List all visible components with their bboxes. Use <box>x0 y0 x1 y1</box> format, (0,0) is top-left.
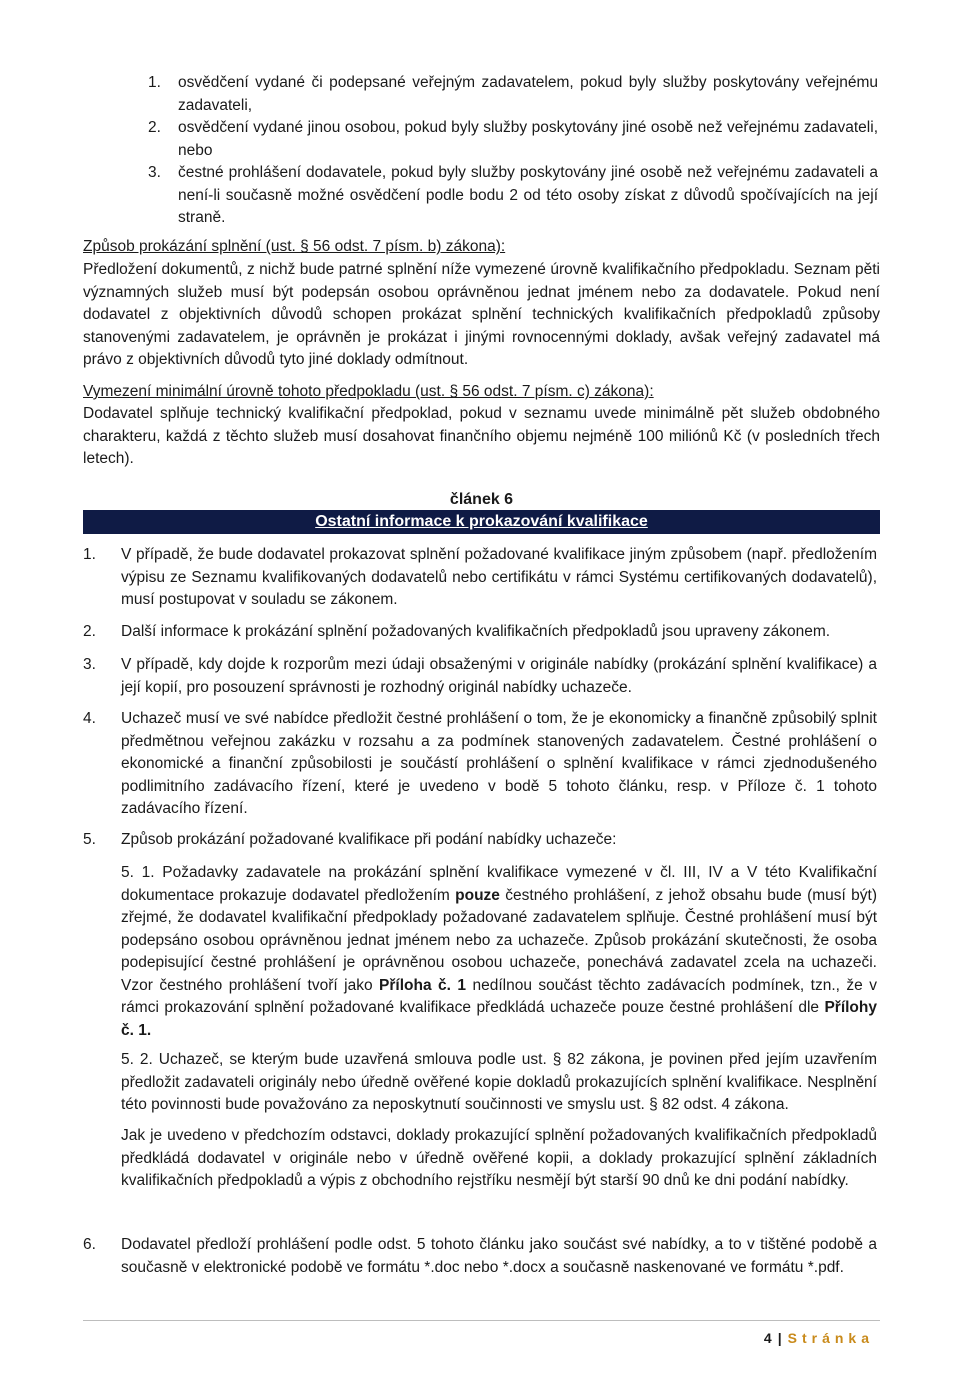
footer-separator: | <box>777 1330 782 1346</box>
item-number: 1. <box>83 546 96 563</box>
article-title: Ostatní informace k prokazování kvalifikace <box>315 513 648 530</box>
list-item-text: osvědčení vydané jinou osobou, pokud byly služby poskytovány jiné osobě než veřejnému zadavateli, nebo <box>178 119 878 159</box>
item-number: 3. <box>83 656 96 673</box>
page-footer <box>764 1328 874 1348</box>
item-number: 6. <box>83 1236 96 1253</box>
article-number: článek 6 <box>449 491 514 508</box>
item-number: 2. <box>83 623 96 640</box>
page-number: 4 <box>763 1330 772 1346</box>
item-number: 5. <box>83 831 96 848</box>
page-label: Stránka <box>787 1330 874 1346</box>
item-text: V případě, že bude dodavatel prokazovat splnění požadované kvalifikace jiným způsobem (např. předložením výpisu ze Seznamu kvalifikovaných dodavatelů nebo certifikátu v rámci Systému certifikovaných dodavatelů), musí postupovat v souladu se zákonem. <box>121 546 877 608</box>
list-number: 2. <box>148 119 161 136</box>
subitem-5-2: 5. 2. Uchazeč, se kterým bude uzavřená smlouva podle ust. § 82 zákona, je povinen před jejím uzavřením předložit zadavateli originály nebo úředně ověřené kopie dokladů prokazujících splnění kvalifikace. Nesplnění této povinnosti bude považováno za neposkytnutí součinnosti ve smyslu ust. § 82 odst. 4 zákona. <box>121 1051 877 1113</box>
item-text: Další informace k prokázání splnění požadovaných kvalifikačních předpokladů jsou upraveny zákonem. <box>121 623 831 640</box>
subitem-5-1: 5. 1. Požadavky zadavatele na prokázání splnění kvalifikace vymezené v čl. III, IV a V této Kvalifikační dokumentace prokazuje dodavatel předložením pouze čestného prohlášení, z jehož obsahu bude (musí být) zřejmé, že dodavatel kvalifikační předpoklady požadované zadavatelem splňuje. Čestné prohlášení musí být podepsáno osobou oprávněnou jednat jménem nebo za uchazeče. Způsob prokázání skutečnosti, že osoba podepisující čestné prohlášení je oprávněnou osobou uchazeče, ponechává zadavatel zcela na uchazeči. Vzor čestného prohlášení tvoří jako Příloha č. 1 nedílnou součást těchto zadávacích podmínek, tzn., že v rámci prokazování splnění požadované kvalifikace předkládá uchazeče pouze čestné prohlášení dle Přílohy č. 1. <box>121 864 877 1039</box>
list-item-text: osvědčení vydané či podepsané veřejným zadavatelem, pokud byly služby poskytovány veřejnému zadavateli, <box>178 74 878 114</box>
item-text: Uchazeč musí ve své nabídce předložit čestné prohlášení o tom, že je ekonomicky a finančně způsobilý splnit předmětnou veřejnou zakázku v rozsahu a za podmínek stanovených zadavatelem. Čestné prohlášení o ekonomické a finanční způsobilosti je součástí prohlášení o splnění kvalifikace v rámci zjednodušeného podlimitního zadávacího řízení, které je uvedeno v bodě 5 tohoto článku, resp. v Příloze č. 1 tohoto zadávacího řízení. <box>121 710 877 817</box>
list-item-text: čestné prohlášení dodavatele, pokud byly služby poskytovány jiné osobě než veřejnému zadavateli a není-li současně možné osvědčení podle bodu 2 od této osoby získat z důvodů spočívajících na její straně. <box>178 164 878 226</box>
section-body: Předložení dokumentů, z nichž bude patrné splnění níže vymezené úrovně kvalifikačního předpokladu. Seznam pěti významných služeb musí být podepsán osobou oprávněnou jednat jménem nebo za dodavatele. Pokud není dodavatel z objektivních důvodů schopen prokázat splnění technických kvalifikačních předpokladů způsoby stanovenými zadavatelem, je oprávněn je prokázat i jinými rovnocennými doklady, avšak veřejný zadavatel má právo z objektivních důvodů tyto jiné doklady odmítnout. <box>83 261 880 368</box>
article-title-bar <box>83 510 880 534</box>
section-heading: Vymezení minimální úrovně tohoto předpokladu (ust. § 56 odst. 7 písm. c) zákona): <box>83 383 654 400</box>
list-number: 3. <box>148 164 161 181</box>
section-body: Dodavatel splňuje technický kvalifikační předpoklad, pokud v seznamu uvede minimálně pět služeb obdobného charakteru, každá z těchto služeb musí dosahovat finančního objemu nejméně 100 miliónů Kč (v posledních třech letech). <box>83 405 880 467</box>
item-number: 4. <box>83 710 96 727</box>
subitem-paragraph: Jak je uvedeno v předchozím odstavci, doklady prokazující splnění požadovaných kvalifikačních předpokladů předkládá dodavatel v originále nebo v úředně ověřené kopii, a doklady prokazující splnění základních kvalifikačních předpokladů a výpis z obchodního rejstříku nesmějí být starší 90 dnů ke dni podání nabídky. <box>121 1127 877 1189</box>
item-text: Dodavatel předloží prohlášení podle odst. 5 tohoto článku jako součást své nabídky, a to v tištěné podobě a současně v elektronické podobě ve formátu *.doc nebo *.docx a současně naskenované ve formátu *.pdf. <box>121 1236 877 1276</box>
item-text: Způsob prokázání požadované kvalifikace při podání nabídky uchazeče: <box>121 831 617 848</box>
item-text: V případě, kdy dojde k rozporům mezi údaji obsaženými v originále nabídky (prokázání splnění kvalifikace) a její kopií, pro posouzení správnosti je rozhodný originál nabídky uchazeče. <box>121 656 877 696</box>
section-heading: Způsob prokázání splnění (ust. § 56 odst. 7 písm. b) zákona): <box>83 238 506 255</box>
list-number: 1. <box>148 74 161 91</box>
footer-divider <box>83 1320 880 1321</box>
